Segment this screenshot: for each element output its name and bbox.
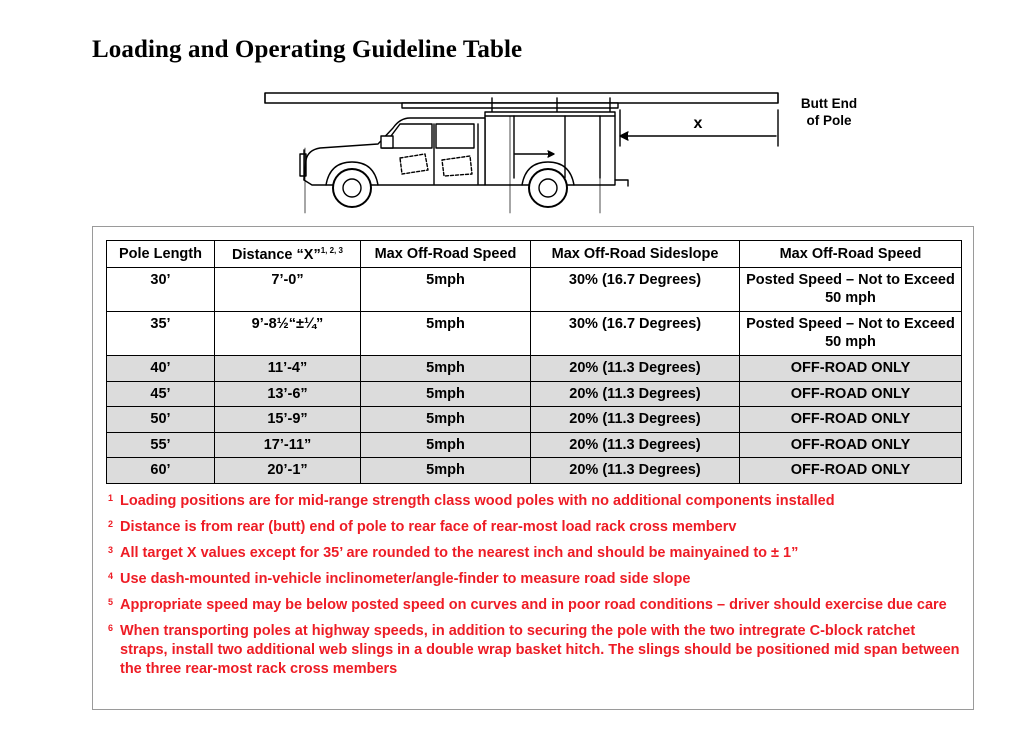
header-max-offroad-sideslope: Max Off-Road Sideslope [531, 241, 740, 268]
cell-distance: 15’-9” [215, 407, 361, 433]
footnote-number: 4 [108, 571, 114, 581]
footnote-number: 2 [108, 519, 114, 529]
cell-speed-2: OFF-ROAD ONLY [740, 356, 962, 382]
cell-pole-length: 45’ [107, 381, 215, 407]
cell-speed-2: OFF-ROAD ONLY [740, 407, 962, 433]
footnote-text: When transporting poles at highway speeds, in addition to securing the pole with the two intregrate C-block ratchet straps, install two additional web slings in a double wrap basket hitch. The slings should be positioned mid span between the three rear-most rack cross members [120, 623, 960, 677]
header-distance [215, 241, 361, 268]
header-distance-label: Distance “X” [232, 246, 321, 263]
cell-speed-2: OFF-ROAD ONLY [740, 458, 962, 484]
pole-shape [265, 93, 778, 103]
cell-sideslope: 20% (11.3 Degrees) [531, 407, 740, 433]
cell-speed: 5mph [361, 312, 531, 356]
footnote-item [108, 518, 966, 537]
cell-speed: 5mph [361, 268, 531, 312]
cell-sideslope: 20% (11.3 Degrees) [531, 458, 740, 484]
guideline-table [106, 240, 962, 484]
truck-pole-diagram [260, 88, 790, 218]
cell-sideslope: 30% (16.7 Degrees) [531, 312, 740, 356]
footnote-text: Appropriate speed may be below posted speed on curves and in poor road conditions – driver should exercise due care [120, 597, 947, 613]
cell-sideslope: 20% (11.3 Degrees) [531, 356, 740, 382]
cell-pole-length: 50’ [107, 407, 215, 433]
butt-end-label-line1: Butt End [800, 96, 858, 111]
rear-wheel [529, 169, 567, 207]
footnote-text: Distance is from rear (butt) end of pole to rear face of rear-most load rack cross memberv [120, 519, 737, 535]
cell-speed: 5mph [361, 356, 531, 382]
cell-pole-length: 55’ [107, 432, 215, 458]
cell-sideslope: 30% (16.7 Degrees) [531, 268, 740, 312]
table-row [107, 407, 962, 433]
cell-pole-length: 40’ [107, 356, 215, 382]
cell-distance: 17’-11” [215, 432, 361, 458]
cell-pole-length: 60’ [107, 458, 215, 484]
cell-speed-2: Posted Speed – Not to Exceed 50 mph [740, 312, 962, 356]
rack-rail [402, 103, 618, 108]
cell-distance: 7’-0” [215, 268, 361, 312]
cell-speed: 5mph [361, 432, 531, 458]
front-wheel [333, 169, 371, 207]
table-row [107, 312, 962, 356]
footnote-item [108, 570, 966, 589]
cell-speed-2: Posted Speed – Not to Exceed 50 mph [740, 268, 962, 312]
table-row [107, 458, 962, 484]
page-title: Loading and Operating Guideline Table [92, 36, 523, 63]
footnote-number: 5 [108, 597, 114, 607]
butt-end-label-line2: of Pole [806, 113, 852, 128]
distance-symbol: x [693, 115, 703, 132]
footnote-text: Use dash-mounted in-vehicle inclinometer/angle-finder to measure road side slope [120, 571, 691, 587]
table-row [107, 268, 962, 312]
table-row [107, 432, 962, 458]
cell-pole-length: 35’ [107, 312, 215, 356]
footnote-number: 1 [108, 493, 114, 503]
footnote-item [108, 596, 966, 615]
table-row [107, 381, 962, 407]
cell-sideslope: 20% (11.3 Degrees) [531, 381, 740, 407]
table-row [107, 356, 962, 382]
cell-distance: 11’-4” [215, 356, 361, 382]
footnote-item [108, 492, 966, 511]
footnote-number: 6 [108, 623, 114, 633]
cell-speed-2: OFF-ROAD ONLY [740, 432, 962, 458]
cell-distance: 9’-8½“±¼” [215, 312, 361, 356]
header-max-offroad-speed-2: Max Off-Road Speed [740, 241, 962, 268]
cell-speed: 5mph [361, 458, 531, 484]
butt-end-label [786, 95, 872, 129]
cell-sideslope: 20% (11.3 Degrees) [531, 432, 740, 458]
footnote-text: All target X values except for 35’ are rounded to the nearest inch and should be mainyained to ± 1” [120, 545, 799, 561]
cell-distance: 13’-6” [215, 381, 361, 407]
header-distance-refs: 1, 2, 3 [320, 245, 343, 255]
footnote-item [108, 622, 966, 679]
table-header-row [107, 241, 962, 268]
cell-distance: 20’-1” [215, 458, 361, 484]
cell-pole-length: 30’ [107, 268, 215, 312]
cell-speed: 5mph [361, 381, 531, 407]
footnotes-list [108, 492, 966, 686]
header-max-offroad-speed: Max Off-Road Speed [361, 241, 531, 268]
header-pole-length: Pole Length [107, 241, 215, 268]
footnote-number: 3 [108, 545, 114, 555]
footnote-text: Loading positions are for mid-range strength class wood poles with no additional components installed [120, 493, 835, 509]
footnote-item [108, 544, 966, 563]
cell-speed-2: OFF-ROAD ONLY [740, 381, 962, 407]
cell-speed: 5mph [361, 407, 531, 433]
